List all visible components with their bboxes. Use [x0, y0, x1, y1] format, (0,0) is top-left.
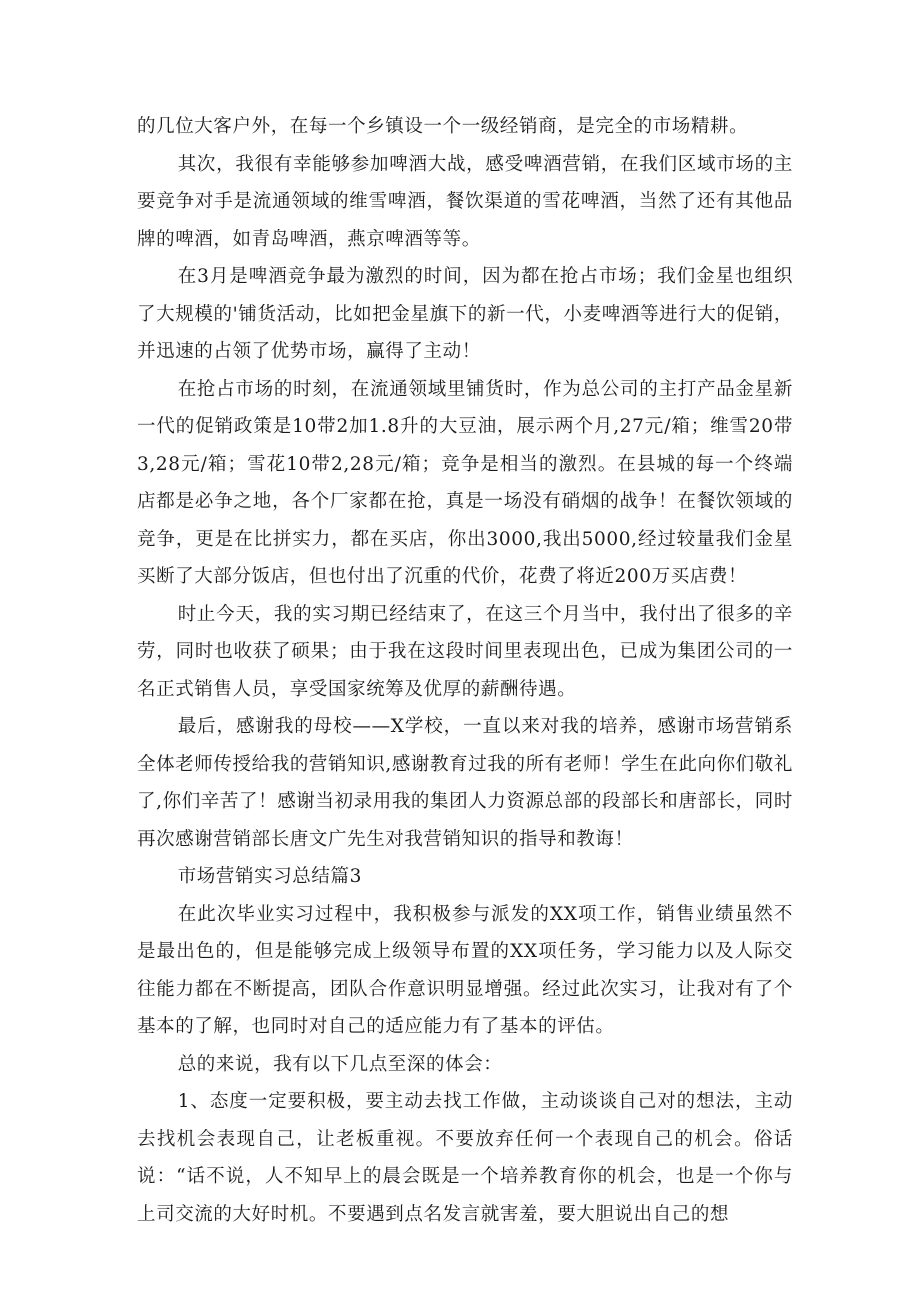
- paragraph-6: 最后，感谢我的母校——X学校，一直以来对我的培养，感谢市场营销系全体老师传授给我的营销知识,感谢教育过我的所有老师！学生在此向你们敬礼了,你们辛苦了！感谢当初录用我的集团人力资源总部的段部长和唐部长，同时再次感谢营销部长唐文广先生对我营销知识的指导和教诲！: [137, 716, 793, 850]
- paragraph-8: 总的来说，我有以下几点至深的体会：: [177, 1053, 503, 1075]
- paragraph-2: 其次，我很有幸能够参加啤酒大战，感受啤酒营销，在我们区域市场的主要竞争对手是流通领域的维雪啤酒，餐饮渠道的雪花啤酒，当然了还有其他品牌的啤酒，如青岛啤酒，燕京啤酒等等。: [137, 153, 793, 250]
- paragraph-5: 时止今天，我的实习期已经结束了，在这三个月当中，我付出了很多的辛劳，同时也收获了硕果；由于我在这段时间里表现出色，已成为集团公司的一名正式销售人员，享受国家统筹及优厚的薪酬待遇。: [137, 603, 793, 700]
- document-body: [137, 108, 793, 1233]
- paragraph-7: 在此次毕业实习过程中，我积极参与派发的XX项工作，销售业绩虽然不是最出色的，但是能够完成上级领导布置的XX项任务，学习能力以及人际交往能力都在不断提高，团队合作意识明显增强。经过此次实习，让我对有了个基本的了解，也同时对自己的适应能力有了基本的评估。: [137, 903, 793, 1037]
- paragraph-9: 1、态度一定要积极，要主动去找工作做，主动谈谈自己对的想法，主动去找机会表现自己，让老板重视。不要放弃任何一个表现自己的机会。俗话说：“话不说，人不知早上的晨会既是一个培养教育你的机会，也是一个你与上司交流的大好时机。不要遇到点名发言就害羞，要大胆说出自己的想: [137, 1091, 793, 1225]
- paragraph-3: 在3月是啤酒竞争最为激烈的时间，因为都在抢占市场；我们金星也组织了大规模的'铺货活动，比如把金星旗下的新一代，小麦啤酒等进行大的促销，并迅速的占领了优势市场，赢得了主动！: [137, 266, 793, 362]
- section-heading: 市场营销实习总结篇3: [177, 866, 362, 887]
- paragraph-4: 在抢占市场的时刻，在流通领域里铺货时，作为总公司的主打产品金星新一代的促销政策是10带2加1.8升的大豆油，展示两个月,27元/箱；维雪20带3,28元/箱；雪花10带2,28元/箱；竞争是相当的激烈。在县城的每一个终端店都是必争之地，各个厂家都在抢，真是一场没有硝烟的战争！在餐饮领域的竞争，更是在比拼实力，都在买店，你出3000,我出5000,经过较量我们金星买断了大部分饭店，但也付出了沉重的代价，花费了将近200万买店费！: [137, 378, 793, 587]
- paragraph-1: 的几位大客户外，在每一个乡镇设一个一级经销商，是完全的市场精耕。: [137, 116, 749, 137]
